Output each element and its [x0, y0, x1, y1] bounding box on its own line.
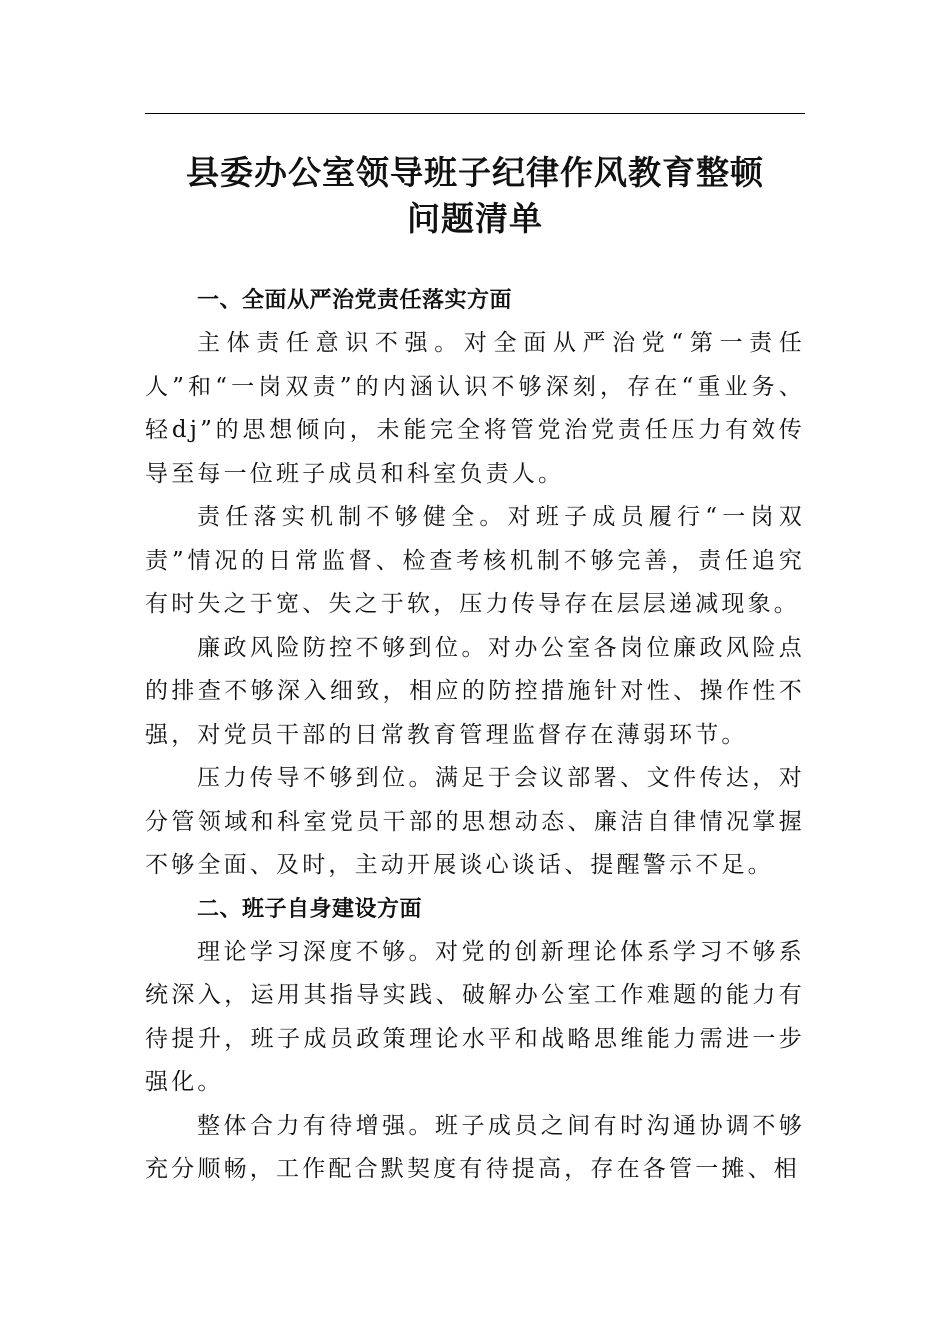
paragraph-2-2: 整体合力有待增强。班子成员之间有时沟通协调不够充分顺畅，工作配合默契度有待提高，存在各管一摊、相: [145, 1112, 805, 1182]
paragraph-1-4: 压力传导不够到位。满足于会议部署、文件传达，对分管领域和科室党员干部的思想动态、廉洁自律情况掌握不够全面、及时，主动开展谈心谈话、提醒警示不足。: [145, 765, 805, 878]
paragraph-1-2: 责任落实机制不够健全。对班子成员履行“一岗双责”情况的日常监督、检查考核机制不够完善，责任追究有时失之于宽、失之于软，压力传导存在层层递减现象。: [145, 504, 805, 617]
title-line-2: 问题清单: [407, 199, 543, 238]
section-heading-1: 一、全面从严治党责任落实方面: [197, 288, 513, 313]
document-body: [145, 279, 805, 1192]
section-heading-2: 二、班子自身建设方面: [197, 896, 423, 922]
paragraph-2-1: 理论学习深度不够。对党的创新理论体系学习不够系统深入，运用其指导实践、破解办公室工作难题的能力有待提升，班子成员政策理论水平和战略思维能力需进一步强化。: [145, 938, 805, 1095]
header-rule: [145, 113, 805, 114]
document-title: [145, 150, 805, 242]
paragraph-1-3: 廉政风险防控不够到位。对办公室各岗位廉政风险点的排查不够深入细致，相应的防控措施针对性、操作性不强，对党员干部的日常教育管理监督存在薄弱环节。: [145, 634, 805, 748]
paragraph-1-1: 主体责任意识不强。对全面从严治党“第一责任人”和“一岗双责”的内涵认识不够深刻，存在“重业务、轻dj”的思想倾向，未能完全将管党治党责任压力有效传导至每一位班子成员和科室负责人。: [145, 330, 805, 487]
title-line-1: 县委办公室领导班子纪律作风教育整顿: [186, 153, 764, 192]
